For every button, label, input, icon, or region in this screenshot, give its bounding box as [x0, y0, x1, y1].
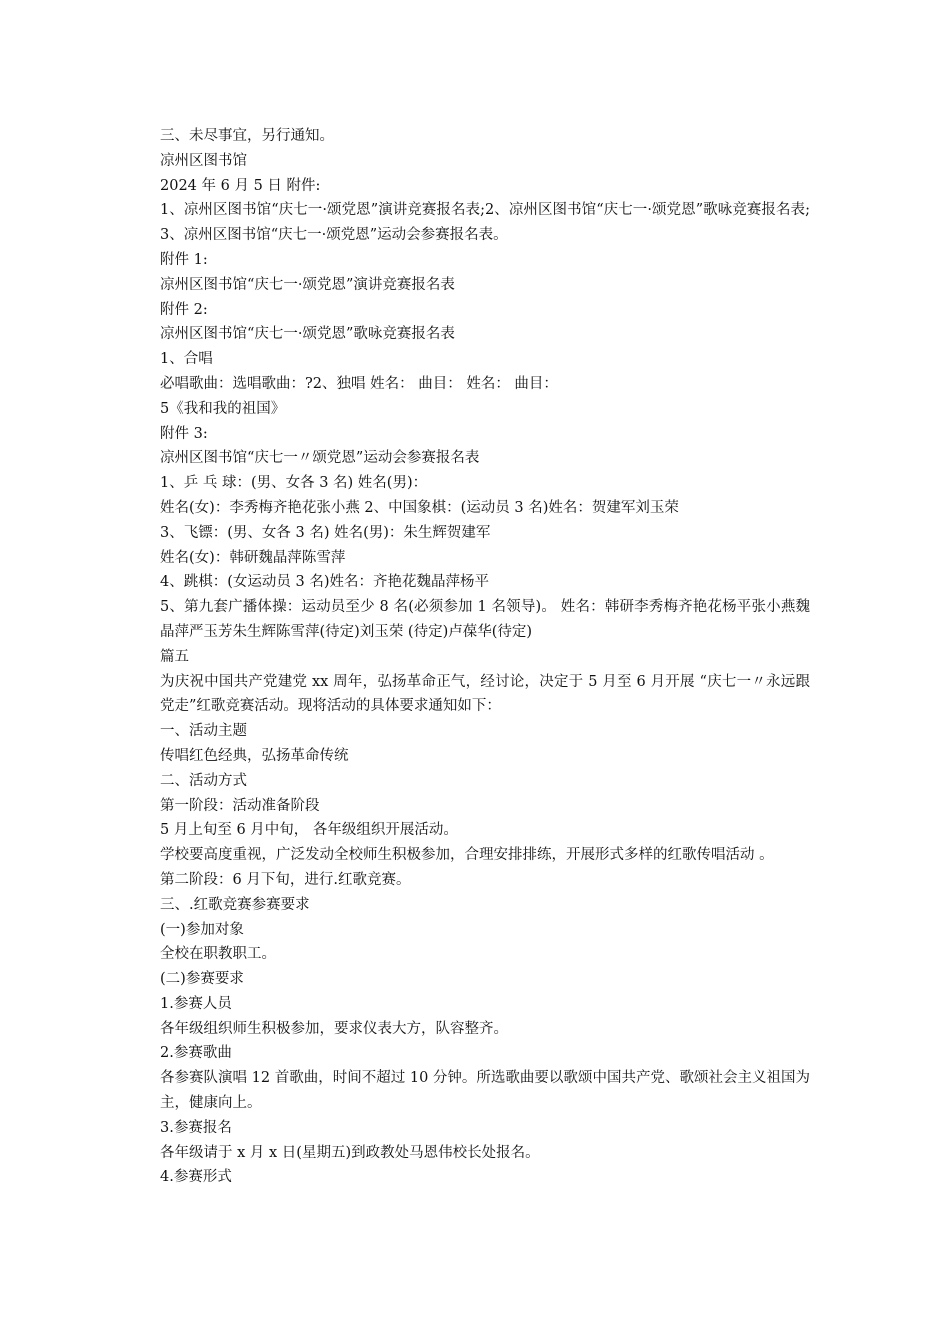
text-paragraph: 5、第九套广播体操：运动员至少 8 名(必须参加 1 名领导)。 姓名：韩研李秀梅齐艳花杨平张小燕魏晶萍严玉芳朱生辉陈雪萍(待定)刘玉荣 (待定)卢葆华(待定)	[160, 599, 810, 640]
section-heading: 二、活动方式	[160, 772, 247, 789]
text-line: 5 月上旬至 6 月中旬， 各年级组织开展活动。	[160, 822, 458, 839]
text-line: 全校在职教职工。	[160, 946, 276, 963]
text-line: 4.参赛形式	[160, 1169, 232, 1186]
text-line: 第一阶段：活动准备阶段	[160, 797, 320, 814]
text-line: 1、合唱	[160, 351, 213, 368]
text-line: 各年级组织师生积极参加，要求仪表大方，队容整齐。	[160, 1020, 508, 1037]
text-line: 1、乒 乓 球：(男、女各 3 名) 姓名(男)：	[160, 475, 428, 492]
text-line: 传唱红色经典，弘扬革命传统	[160, 747, 349, 764]
text-line: 2024 年 6 月 5 日 附件:	[160, 177, 321, 194]
text-line: 1.参赛人员	[160, 995, 232, 1012]
text-line: 凉州区图书馆“庆七一·颂党恩”演讲竞赛报名表	[160, 276, 455, 293]
document-body	[140, 124, 810, 1190]
text-line: 各年级请于 x 月 x 日(星期五)到政教处马恩伟校长处报名。	[160, 1144, 540, 1161]
section-heading: 篇五	[160, 648, 189, 665]
text-paragraph: 各参赛队演唱 12 首歌曲，时间不超过 10 分钟。所选歌曲要以歌颂中国共产党、歌颂社会主义祖国为主，健康向上。	[160, 1070, 810, 1112]
text-line: (一)参加对象	[160, 921, 244, 938]
section-heading: 三、.红歌竞赛参赛要求	[160, 896, 310, 913]
text-line: 附件 2:	[160, 301, 208, 318]
text-line: 凉州区图书馆	[160, 152, 247, 169]
text-line: 附件 3:	[160, 425, 208, 442]
text-line: (二)参赛要求	[160, 971, 244, 988]
text-line: 凉州区图书馆“庆七一·颂党恩”歌咏竞赛报名表	[160, 326, 455, 343]
text-line: 3、飞镖：(男、女各 3 名) 姓名(男)：朱生辉贺建军	[160, 524, 491, 541]
text-line: 3.参赛报名	[160, 1119, 232, 1136]
text-paragraph: 1、凉州区图书馆“庆七一·颂党恩”演讲竞赛报名表;2、凉州区图书馆“庆七一·颂党恩”歌咏竞赛报名表;3、凉州区图书馆“庆七一·颂党恩”运动会参赛报名表。	[160, 202, 810, 244]
text-line: 三、未尽事宜，另行通知。	[160, 128, 334, 144]
text-paragraph: 为庆祝中国共产党建党 xx 周年，弘扬革命正气，经讨论，决定于 5 月至 6 月开展 “庆七一〃永远跟党走”红歌竞赛活动。现将活动的具体要求通知如下：	[160, 673, 810, 715]
text-line: 姓名(女)：李秀梅齐艳花张小燕 2、中国象棋：(运动员 3 名)姓名：贺建军刘玉荣	[160, 499, 679, 516]
text-line: 凉州区图书馆“庆七一〃颂党恩”运动会参赛报名表	[160, 450, 480, 467]
text-line: 必唱歌曲：选唱歌曲：?2、独唱 姓名： 曲目： 姓名： 曲目：	[160, 375, 558, 392]
text-line: 5《我和我的祖国》	[160, 400, 286, 417]
text-line: 附件 1:	[160, 251, 208, 268]
text-line: 第二阶段：6 月下旬，进行.红歌竞赛。	[160, 871, 411, 888]
section-heading: 一、活动主题	[160, 723, 247, 740]
text-line: 4、跳棋：(女运动员 3 名)姓名：齐艳花魏晶萍杨平	[160, 574, 489, 591]
text-line: 姓名(女)：韩研魏晶萍陈雪萍	[160, 549, 346, 566]
text-line: 2.参赛歌曲	[160, 1045, 232, 1062]
text-paragraph: 学校要高度重视，广泛发动全校师生积极参加，合理安排排练，开展形式多样的红歌传唱活动 。	[160, 847, 774, 864]
